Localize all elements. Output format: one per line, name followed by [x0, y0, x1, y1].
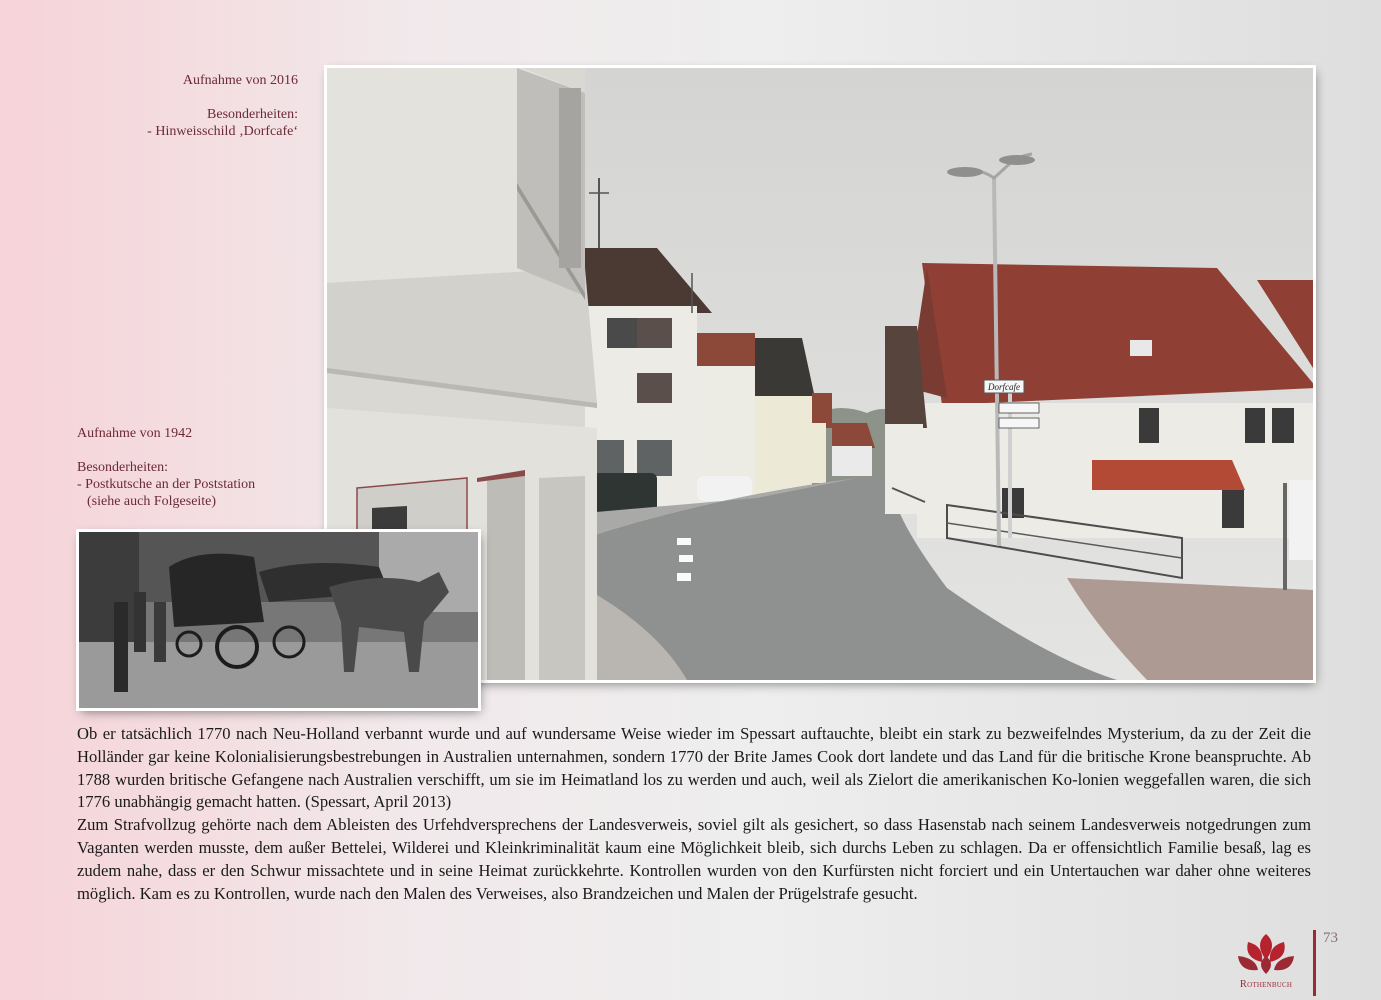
body-text [77, 723, 1311, 905]
caption-2016-detail: - Hinweisschild ‚Dorfcafe‘ [147, 124, 298, 139]
caption-1942-title: Aufnahme von 1942 [77, 426, 193, 441]
caption-2016-title: Aufnahme von 2016 [182, 73, 298, 88]
caption-1942-detail-2: (siehe auch Folgeseite) [87, 494, 217, 509]
caption-1942 [77, 425, 255, 510]
caption-2016-subtitle: Besonderheiten: [207, 107, 298, 122]
logo-text: Rothenbuch [1239, 979, 1293, 990]
rothenbuch-logo [1226, 930, 1306, 996]
page-rule [1313, 930, 1316, 996]
caption-1942-detail-1: - Postkutsche an der Poststation [77, 477, 256, 492]
stagecoach-photo-1942 [79, 532, 478, 708]
leaf-emblem-icon [1226, 930, 1306, 980]
dorfcafe-sign: Dorfcafe [988, 382, 1020, 392]
caption-1942-subtitle: Besonderheiten: [77, 460, 168, 475]
body-paragraph-1: Ob er tatsächlich 1770 nach Neu-Holland verbannt wurde und auf wundersame Weise wieder im Spessart auftauchte, bleibt ein stark zu bezweifelndes Mysterium, da zu der Zeit die Holländer gar keine Kolonialisierungsbestrebungen in Australien unternahmen, sondern 1770 der Brite James Cook dort landete und das Land für die britische Krone beanspruchte. Ab 1788 wurden britische Gefangene nach Australien verschifft, um sie im Heimatland los zu werden und auch, weil als Zielort die amerikanischen Ko-lonien weggefallen waren, die sich 1776 unabhängig gemacht hatten. (Spessart, April 2013) [77, 724, 1311, 812]
caption-2016 [147, 72, 298, 140]
page-number: 73 [1323, 930, 1338, 946]
body-paragraph-2: Zum Strafvollzug gehörte nach dem Ableisten des Urfehdversprechens der Landesverweis, soviel gilt als gesichert, so dass Hasenstab nach seinem Landesverweis notgedrungen zum Vaganten werden musste, dem außer Bettelei, Wilderei und Kleinkriminalität kaum eine Möglichkeit bleib, sich durchs Leben zu schlagen. Da er offensichtlich Familie besaß, lag es zudem nahe, dass er den Schwur missachtete und in seine Heimat zurückkehrte. Kontrollen wurden von den Kurfürsten nicht forciert und ein Untertauchen war daher ohne weiteres möglich. Kam es zu Kontrollen, wurde nach den Malen des Verweises, also Brandzeichen und Malen der Prügelstrafe gesucht. [77, 815, 1311, 903]
